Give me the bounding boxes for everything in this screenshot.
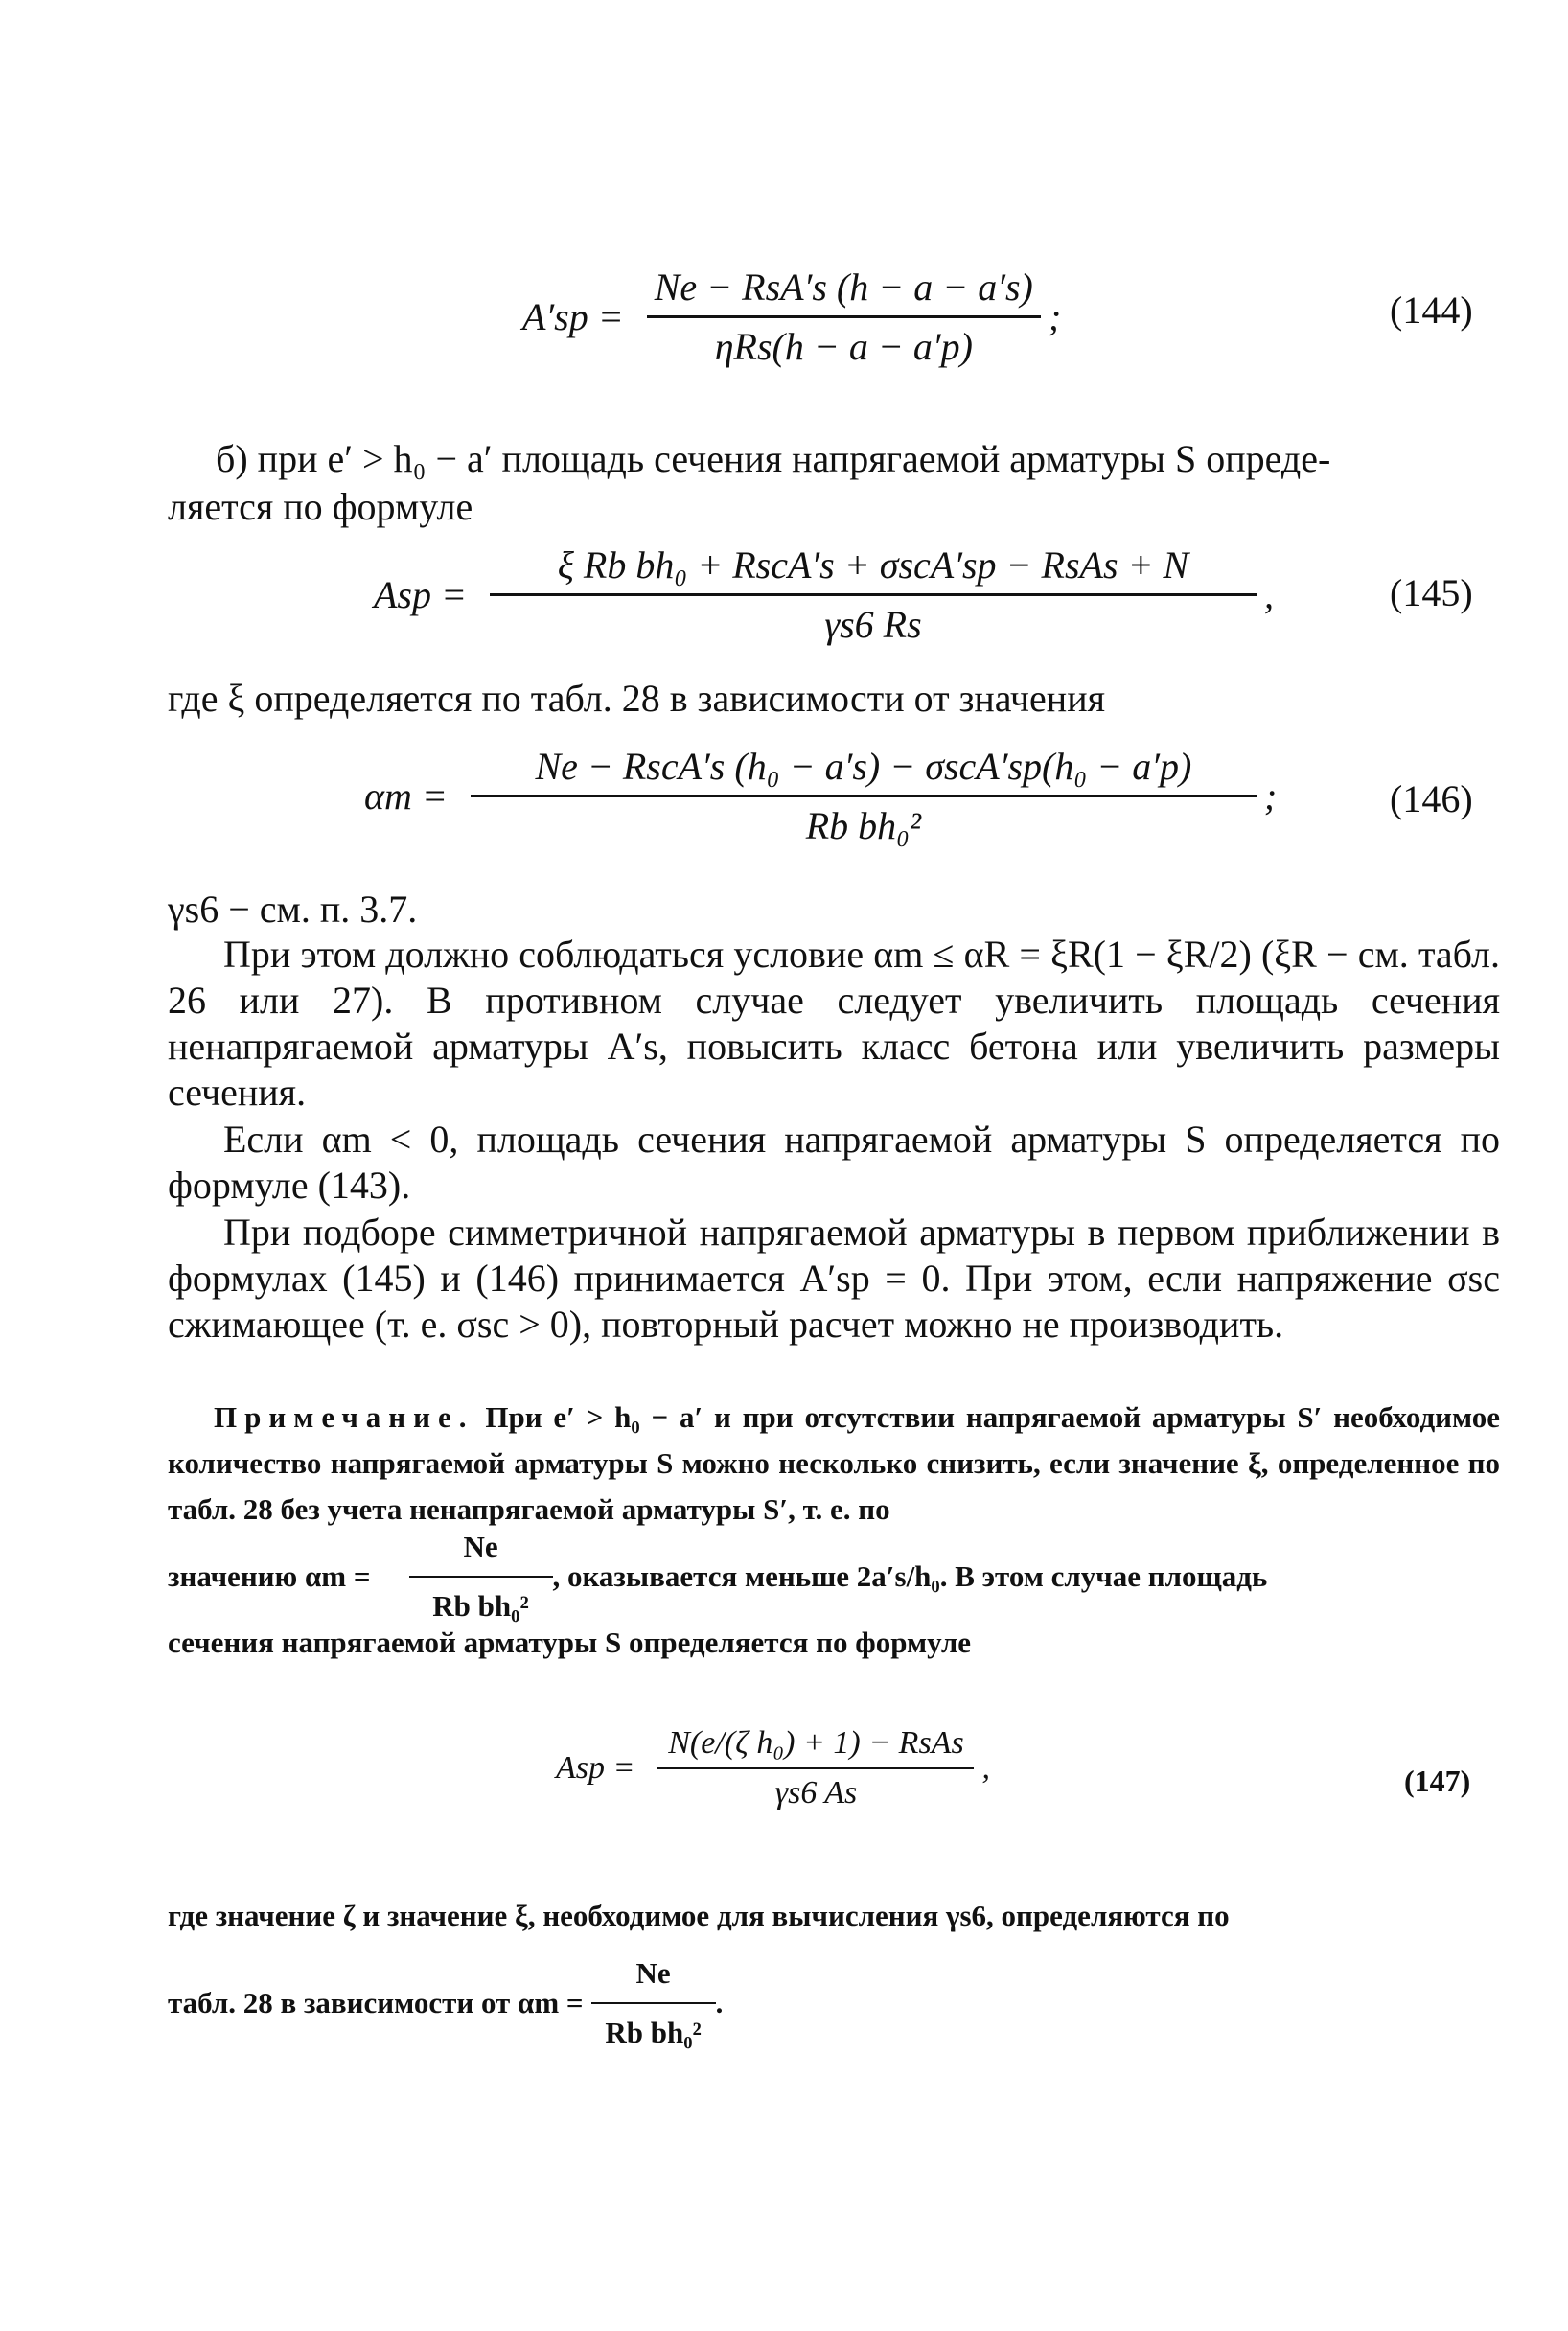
formula-144 — [522, 244, 1061, 388]
note-paragraph — [168, 1395, 1500, 1533]
formula-146-numerator: Ne − RscA′s (h₀ − a′s) − σscA′sp(h₀ − a′p) — [535, 744, 1192, 788]
line-case-b: б) при e′ > h₀ − a′ площадь сечения напрягаемой арматуры S опреде- — [216, 437, 1331, 480]
note-fraction-denominator: Rb bh₀² — [432, 1589, 529, 1623]
footer-line-2-prefix: табл. 28 в зависимости от αm = — [168, 1986, 584, 2019]
formula-147-numerator: N(e/(ζ h₀) + 1) − RsAs — [668, 1725, 964, 1761]
note-last-line: сечения напрягаемой арматуры S определяется по формуле — [168, 1626, 971, 1659]
line-case-b-continued: ляется по формуле — [168, 485, 473, 528]
note-value-prefix: значению αm = — [168, 1559, 371, 1593]
formula-144-tail: ; — [1048, 294, 1062, 338]
formula-147 — [556, 1687, 990, 1850]
formula-144-lhs: A′sp = — [522, 294, 624, 338]
formula-145 — [374, 532, 1274, 657]
formula-145-lhs: Asp = — [374, 572, 467, 616]
note-fraction — [409, 1524, 553, 1629]
formula-144-numerator: Ne − RsA′s (h − a − a′s) — [654, 265, 1033, 309]
footer-fraction — [591, 1950, 716, 2056]
equation-number-146: (146) — [1390, 777, 1473, 820]
formula-144-fraction — [647, 265, 1041, 369]
formula-146-tail: ; — [1263, 773, 1278, 818]
formula-146 — [364, 728, 1277, 863]
note-value-suffix: , оказывается меньше 2a′s/h₀. В этом случае площадь — [552, 1559, 1268, 1593]
footer-fraction-numerator: Ne — [635, 1956, 671, 1990]
formula-145-denominator: γs6 Rs — [824, 602, 922, 646]
formula-147-fraction — [657, 1725, 974, 1812]
note-fraction-numerator: Ne — [463, 1530, 498, 1563]
formula-147-lhs: Asp = — [556, 1750, 635, 1786]
formula-146-denominator: Rb bh₀² — [805, 803, 922, 847]
formula-146-lhs: αm = — [364, 773, 448, 818]
note-value-line — [168, 1524, 1267, 1629]
formula-145-numerator: ξ Rb bh₀ + RscA′s + σscA′sp − RsAs + N — [557, 542, 1189, 587]
footer-fraction-denominator: Rb bh₀² — [605, 2016, 702, 2049]
paragraph-condition: При этом должно соблюдаться условие αm ≤ αR = ξR(1 − ξR/2) (ξR − см. табл. 26 или 27). В противном случае следует увеличить площадь сечения ненапрягаемой арматуры A′s, повысить класс бетона или увеличить размеры сечения. — [168, 933, 1500, 1114]
formula-147-tail: , — [981, 1750, 990, 1786]
line-gamma-reference: γs6 − см. п. 3.7. — [168, 888, 418, 931]
equation-number-145: (145) — [1390, 571, 1473, 614]
formula-145-fraction — [490, 542, 1257, 647]
formula-145-tail: , — [1264, 572, 1274, 616]
paragraph-alpha-negative: Если αm < 0, площадь сечения напрягаемой арматуры S определяется по формуле (143). — [168, 1118, 1500, 1207]
equation-number-147: (147) — [1404, 1764, 1471, 1798]
line-where-xi: где ξ определяется по табл. 28 в зависимости от значения — [168, 677, 1106, 720]
footer-line-1: где значение ζ и значение ξ, необходимое для вычисления γs6, определяются по — [168, 1899, 1230, 1932]
formula-147-denominator: γs6 As — [774, 1775, 858, 1811]
footer-line-2-suffix: . — [715, 1986, 724, 2019]
equation-number-144: (144) — [1390, 288, 1473, 332]
paragraph-symmetric-reinforcement: При подборе симметричной напрягаемой арматуры в первом приближении в формулах (145) и (146) принимается A′sp = 0. При этом, если напряжение σsc сжимающее (т. е. σsc > 0), повторный расчет можно не производить. — [168, 1211, 1500, 1346]
note-text: При e′ > h₀ − a′ и при отсутствии напрягаемой арматуры S′ необходимое количество напрягаемой арматуры S можно несколько снизить, если значение ξ, определенное по табл. 28 без учета ненапрягаемой арматуры S′, т. е. по — [168, 1400, 1500, 1526]
formula-144-denominator: ηRs(h − a − a′p) — [714, 324, 973, 368]
note-label: Примечание. — [214, 1400, 474, 1434]
footer-line-2 — [168, 1950, 723, 2056]
formula-146-fraction — [471, 744, 1257, 848]
